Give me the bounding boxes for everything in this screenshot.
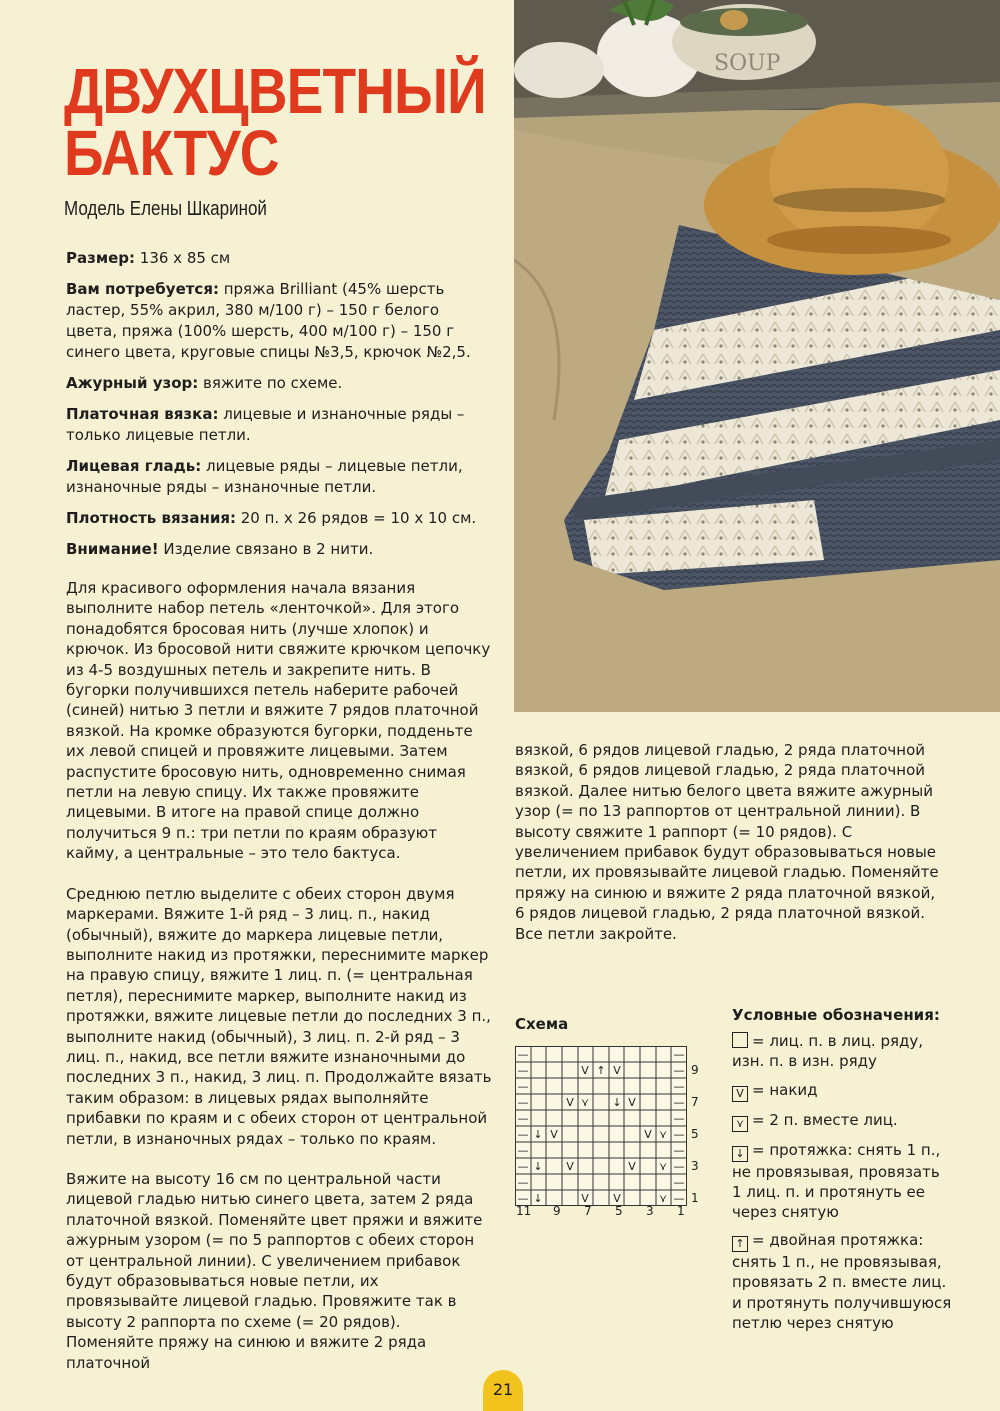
page-number: 21 [483, 1370, 523, 1411]
spec-garter-stitch: Платочная вязка: лицевые и изнаночные ряды – только лицевые петли. [66, 405, 465, 444]
lace-chart [515, 1046, 687, 1206]
svg-text:—: — [517, 1080, 529, 1093]
column-number: 9 [553, 1204, 561, 1218]
svg-text:V: V [581, 1064, 589, 1077]
legend-item-skp: ↓ = протяжка: снять 1 п., не провязывая, провязать 1 лиц. п. и протянуть ее через снятую [732, 1140, 941, 1222]
spec-materials: Вам потребуется: пряжа Brilliant (45% шерсть ластер, 55% акрил, 380 м/100 г) – 150 г белого цвета, пряжа (100% шерсть, 400 м/100 г) – 150 г синего цвета, круговые спицы №3,5, крючок №2,5. [66, 280, 471, 361]
title-line-1: ДВУХЦВЕТНЫЙ [64, 55, 486, 127]
svg-text:⋎: ⋎ [658, 1160, 668, 1173]
svg-text:V: V [628, 1160, 636, 1173]
spec-attention: Внимание! Изделие связано в 2 нити. [66, 540, 374, 558]
arrow-up-icon: ↑ [732, 1236, 748, 1252]
svg-text:—: — [517, 1128, 529, 1141]
row-number: 1 [691, 1191, 699, 1205]
svg-text:—: — [673, 1192, 685, 1205]
legend [732, 1005, 952, 1341]
svg-text:V: V [550, 1128, 558, 1141]
column-number: 3 [646, 1204, 654, 1218]
k2tog-icon: ⋎ [732, 1116, 748, 1132]
svg-text:—: — [517, 1144, 529, 1157]
svg-text:↓: ↓ [612, 1096, 622, 1109]
svg-text:↓: ↓ [533, 1128, 543, 1141]
column-number: 7 [584, 1204, 592, 1218]
specs-block [66, 248, 486, 570]
svg-text:—: — [517, 1048, 529, 1061]
author-credit: Модель Елены Шкариной [64, 198, 267, 220]
svg-text:—: — [517, 1160, 529, 1173]
svg-text:—: — [673, 1064, 685, 1077]
row-number: 5 [691, 1127, 699, 1141]
svg-text:—: — [517, 1176, 529, 1189]
legend-item-knit: = лиц. п. в лиц. ряду, изн. п. в изн. ряду [732, 1032, 924, 1071]
spec-stockinette: Лицевая гладь: лицевые ряды – лицевые петли, изнаночные ряды – изнаночные петли. [66, 457, 463, 496]
legend-item-yarn-over: V = накид [732, 1080, 952, 1102]
svg-text:—: — [517, 1192, 529, 1205]
svg-text:V: V [628, 1096, 636, 1109]
body-column-right [515, 740, 943, 964]
svg-text:—: — [673, 1144, 685, 1157]
svg-text:V: V [613, 1192, 621, 1205]
svg-text:—: — [673, 1112, 685, 1125]
empty-square-icon [732, 1032, 748, 1048]
svg-text:—: — [517, 1112, 529, 1125]
title-line-2: БАКТУС [64, 117, 279, 189]
row-number: 3 [691, 1159, 699, 1173]
paragraph-body: Вяжите на высоту 16 см по центральной части лицевой гладью нитью синего цвета, затем 2 ряда платочной вязкой. Поменяйте цвет пряжи и вяжите ажурным узором (= по 5 раппортов с обеих сторон от центральной линии). С увеличением прибавок будут образовываться новые петли, их провязывайте лицевой гладью. Провяжите так в высоту 2 раппорта по схеме (= 20 рядов). Поменяйте пряжу на синюю и вяжите 2 ряда платочной [66, 1169, 483, 1372]
svg-text:↑: ↑ [596, 1064, 606, 1077]
svg-text:—: — [517, 1064, 529, 1077]
legend-title: Условные обозначения: [732, 1006, 940, 1024]
bowl-text: SOUP [714, 51, 781, 76]
svg-text:—: — [673, 1128, 685, 1141]
arrow-down-icon: ↓ [732, 1146, 748, 1162]
scheme-label: Схема [515, 1015, 569, 1033]
spec-lace-pattern: Ажурный узор: вяжите по схеме. [66, 374, 343, 392]
svg-text:⋎: ⋎ [580, 1096, 590, 1109]
svg-text:V: V [644, 1128, 652, 1141]
yarn-over-icon: V [732, 1086, 748, 1102]
svg-text:⋎: ⋎ [658, 1192, 668, 1205]
column-number: 1 [677, 1204, 685, 1218]
svg-text:↓: ↓ [533, 1160, 543, 1173]
row-number: 9 [691, 1063, 699, 1077]
paragraph-increases: Среднюю петлю выделите с обеих сторон двумя маркерами. Вяжите 1-й ряд – 3 лиц. п., накид (обычный), вяжите до маркера лицевые петли, выполните накид из протяжки, переснимите маркер на правую спицу, вяжите 1 лиц. п. (= центральная петля), переснимите маркер, выполните накид из протяжки, вяжите лицевые петли до последних 3 п., выполните накид (обычный), 3 лиц. п. 2-й ряд – 3 лиц. п., накид, все петли вяжите изнаночными до последних 3 п., накид, 3 лиц. п. Продолжайте вязать таким образом: в лицевых рядах выполняйте прибавки по краям и с обеих сторон от центральной петли, в изнаночных рядах – только по краям. [66, 884, 492, 1148]
svg-text:V: V [566, 1160, 574, 1173]
svg-text:V: V [613, 1064, 621, 1077]
body-column-left [66, 578, 492, 1393]
svg-text:—: — [673, 1080, 685, 1093]
row-number: 7 [691, 1095, 699, 1109]
svg-text:V: V [566, 1096, 574, 1109]
column-number: 5 [615, 1204, 623, 1218]
legend-item-double-decrease: ↑ = двойная протяжка: снять 1 п., не провязывая, провязать 2 п. вместе лиц. и протянуть получившуюся петлю через снятую [732, 1231, 952, 1332]
paragraph-cast-on: Для красивого оформления начала вязания выполните набор петель «ленточкой». Для этого понадобятся бросовая нить (лучше хлопок) и крючок. Из бросовой нити свяжите крючком цепочку из 4-5 воздушных петель и закрепите нить. В бугорки получившихся петель наберите рабочей (синей) нитью 3 петли и вяжите 7 рядов платочной вязкой. На кромке образуются бугорки, подденьте их левой спицей и провяжите лицевыми. Затем распустите бросовую нить, одновременно снимая петли на левую спицу. Их также провяжите лицевыми. В итоге на правой спице должно получиться 9 п.: три петли по краям образуют кайму, а центральные – это тело бактуса. [66, 579, 491, 863]
svg-text:—: — [673, 1176, 685, 1189]
article-title [64, 55, 486, 189]
svg-text:—: — [517, 1096, 529, 1109]
svg-text:⋎: ⋎ [658, 1128, 668, 1141]
svg-text:V: V [581, 1192, 589, 1205]
svg-text:—: — [673, 1048, 685, 1061]
legend-item-k2tog: ⋎ = 2 п. вместе лиц. [732, 1110, 952, 1132]
spec-size: Размер: 136 х 85 см [66, 249, 231, 267]
spec-gauge: Плотность вязания: 20 п. х 26 рядов = 10 х 10 см. [66, 509, 477, 527]
paragraph-finish: вязкой, 6 рядов лицевой гладью, 2 ряда платочной вязкой, 6 рядов лицевой гладью, 2 ряда платочной вязкой. Далее нитью белого цвета вяжите ажурный узор (= по 13 раппортов от центральной линии). В высоту свяжите 1 раппорт (= 10 рядов). С увеличением прибавок будут образовываться новые петли, их провязывайте лицевой гладью. Поменяйте пряжу на синюю и вяжите 2 ряда платочной вязкой, 6 рядов лицевой гладью, 2 ряда платочной вязкой. Все петли закройте. [515, 741, 939, 943]
svg-text:↓: ↓ [533, 1192, 543, 1205]
column-number: 11 [516, 1204, 532, 1218]
svg-text:—: — [673, 1096, 685, 1109]
product-photo [514, 0, 1000, 712]
svg-text:—: — [673, 1160, 685, 1173]
